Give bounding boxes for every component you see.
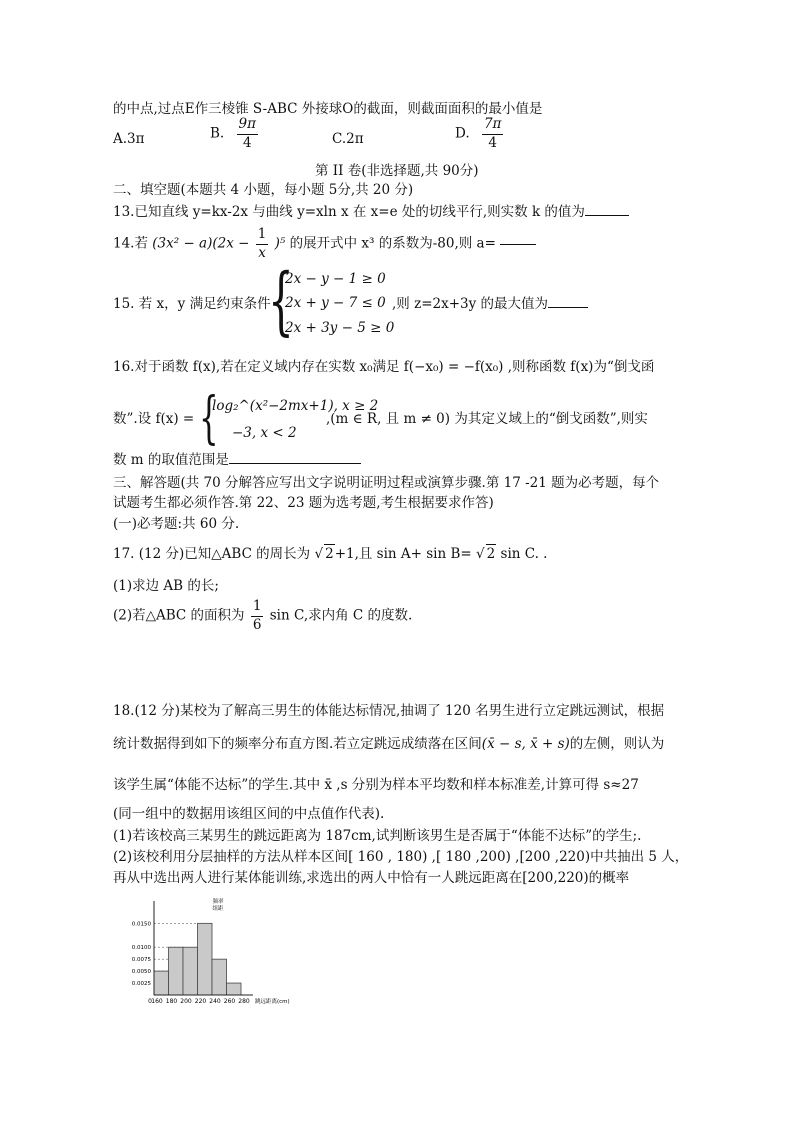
option-d-label: D. (455, 125, 470, 142)
histogram-bar (169, 947, 184, 995)
x-tick-label: 280 (238, 998, 250, 1005)
x-tick-label: 0 (148, 998, 152, 1005)
section3-line1: 三、解答题(共 70 分解答应写出文字说明证明过程或演算步骤.第 17 -21 题为必考题，每个 (113, 475, 660, 491)
histogram-bar (212, 959, 227, 995)
q18-line6: (2)该校利用分层抽样的方法从样本区间[ 160 , 180) ,[ 180 ,200) ,[200 ,220)中共抽出 5 人， (113, 849, 689, 865)
q14-suffix: 的展开式中 x³ 的系数为-80,则 a= (289, 235, 496, 252)
section3-line2: 试题考生都必须作答.第 22、23 题为选考题,考生根据要求作答) (113, 495, 494, 511)
y-axis-label: 频率 (212, 899, 224, 905)
histogram-bar (183, 947, 198, 995)
q15-constraint-2: 2x + y − 7 ≤ 0 (285, 295, 386, 311)
q17-stem (113, 544, 547, 563)
option-b-label: B. (210, 125, 225, 142)
section2-heading: 二、填空题(本题共 4 小题，每小题 5分,共 20 分) (113, 182, 414, 198)
histogram-bar (227, 983, 242, 995)
q15-suffix-line (392, 295, 588, 313)
q16-line1: 16.对于函数 f(x),若在定义域内存在实数 x₀满足 f(−x₀) = −f(x₀) ,则称函数 f(x)为“倒戈函 (113, 359, 655, 375)
q15-constraint-3: 2x + 3y − 5 ≥ 0 (285, 320, 395, 336)
x-tick-label: 200 (180, 998, 192, 1005)
option-d-fraction (482, 118, 503, 150)
q14-frac-numerator: 1 (256, 228, 269, 245)
sqrt-symbol: √ (314, 546, 324, 562)
section3-line3: (一)必考题:共 60 分. (113, 516, 240, 532)
q18-line1: 18.(12 分)某校为了解高三男生的体能达标情况,抽调了 120 名男生进行立定跳远测试，根据 (113, 703, 665, 719)
y-tick-label: 0.0050 (131, 969, 151, 976)
q16-line2-suffix: ,(m ∈ R, 且 m ≠ 0) 为其定义域上的“倒戈函数”,则实 (326, 411, 648, 427)
q17-part2-b: sin C,求内角 C 的度数. (269, 607, 413, 624)
x-tick-label: 180 (165, 998, 178, 1005)
x-axis-label: 跳远距离(cm) (255, 999, 290, 1005)
q12-option-a: A.3π (113, 131, 145, 147)
q13-text (113, 203, 629, 221)
q18-line3: 该学生属“体能不达标”的学生.其中 x̄ ,s 分别为样本平均数和样本标准差,计算可得 s≈27 (113, 777, 639, 793)
x-tick-label: 240 (209, 998, 221, 1005)
q16-line3-text: 数 m 的取值范围是 (113, 452, 229, 468)
option-d-numerator: 7π (482, 118, 503, 135)
q18-line2-a: 统计数据得到如下的频率分布直方图.若立定跳远成绩落在区间 (113, 736, 482, 752)
q17-stem-a: 17. (12 分)已知△ABC 的周长为 (113, 546, 311, 562)
q12-option-d (455, 118, 505, 150)
y-tick-label: 0.0100 (131, 945, 151, 952)
q17-sqrt-2a: 2 (325, 546, 334, 562)
q15-left-brace: { (268, 258, 294, 344)
option-d-denominator: 4 (488, 134, 497, 151)
q17-stem-b: +1,且 sin A+ sin B= (334, 546, 472, 562)
q17-part1: (1)求边 AB 的长; (113, 578, 219, 594)
q18-interval: (x̄ − s, x̄ + s) (481, 736, 570, 752)
q18-line5: (1)若该校高三某男生的跳远距离为 187cm,试判断该男生是否属于“体能不达标”的学生;. (113, 828, 642, 844)
q14-text (113, 228, 536, 260)
q15-suffix: ,则 z=2x+3y 的最大值为 (392, 296, 549, 312)
q16-line2-prefix: 数”.设 f(x) = (113, 411, 195, 427)
x-tick-label: 220 (194, 998, 207, 1005)
q14-prefix: 14.若 (113, 235, 148, 252)
q14-expr-b: )⁵ (274, 235, 286, 252)
part2-title: 第 II 卷(非选择题,共 90分) (315, 163, 479, 179)
q12-option-b (210, 118, 260, 150)
q14-expr-a: (3x² − a)(2x − (152, 235, 250, 252)
histogram-bar (154, 971, 169, 995)
q18-line2-b: 的左侧，则认为 (569, 736, 665, 752)
q14-frac-denominator: x (258, 244, 266, 261)
q12-stem-tail: 的中点,过点E作三棱锥 S-ABC 外接球O的截面，则截面面积的最小值是 (113, 101, 543, 117)
q16-case-1: log₂^(x²−2mx+1), x ≥ 2 (212, 398, 379, 414)
x-tick-label: 160 (151, 998, 163, 1005)
frequency-histogram (118, 897, 318, 1009)
q13-stem: 13.已知直线 y=kx-2x 与曲线 y=xln x 在 x=e 处的切线平行,则实数 k 的值为 (113, 204, 585, 220)
q17-frac-denominator: 6 (252, 616, 262, 633)
option-b-fraction (237, 118, 258, 150)
option-b-numerator: 9π (237, 118, 258, 135)
q15-constraint-1: 2x − y − 1 ≥ 0 (285, 271, 386, 287)
q17-part2-a: (2)若△ABC 的面积为 (113, 607, 245, 624)
q18-line7: 再从中选出两人进行某体能训练,求选出的两人中恰有一人跳远距离在[200,220)的概率 (113, 870, 630, 886)
option-b-denominator: 4 (242, 134, 252, 151)
q17-frac-numerator: 1 (251, 600, 264, 617)
y-tick-label: 0.0075 (131, 957, 151, 964)
q12-option-c: C.2π (332, 131, 364, 147)
q15-answer-blank (548, 307, 588, 308)
q16-answer-blank (229, 463, 361, 464)
q17-stem-c: sin C. . (500, 546, 548, 562)
q17-part2 (113, 600, 412, 632)
q17-part2-fraction (251, 600, 264, 632)
sqrt-symbol: √ (476, 546, 485, 562)
q15-prefix: 15. 若 x，y 满足约束条件 (113, 296, 271, 312)
q18-line4: (同一组中的数据用该组区间的中点值作代表). (113, 806, 385, 822)
y-tick-label: 0.0150 (131, 921, 151, 928)
q13-answer-blank (585, 215, 629, 216)
q16-line3 (113, 451, 361, 469)
x-tick-label: 260 (223, 998, 236, 1005)
q14-answer-blank (500, 244, 536, 245)
histogram-bar (198, 923, 213, 995)
q14-fraction (256, 228, 269, 260)
y-tick-label: 0.0025 (131, 981, 151, 988)
q18-line2 (113, 735, 664, 753)
y-axis-label: 组距 (212, 906, 224, 912)
q16-left-brace: { (199, 386, 219, 451)
q17-sqrt-2b: 2 (486, 546, 496, 562)
q16-case-2: −3, x < 2 (232, 425, 297, 441)
